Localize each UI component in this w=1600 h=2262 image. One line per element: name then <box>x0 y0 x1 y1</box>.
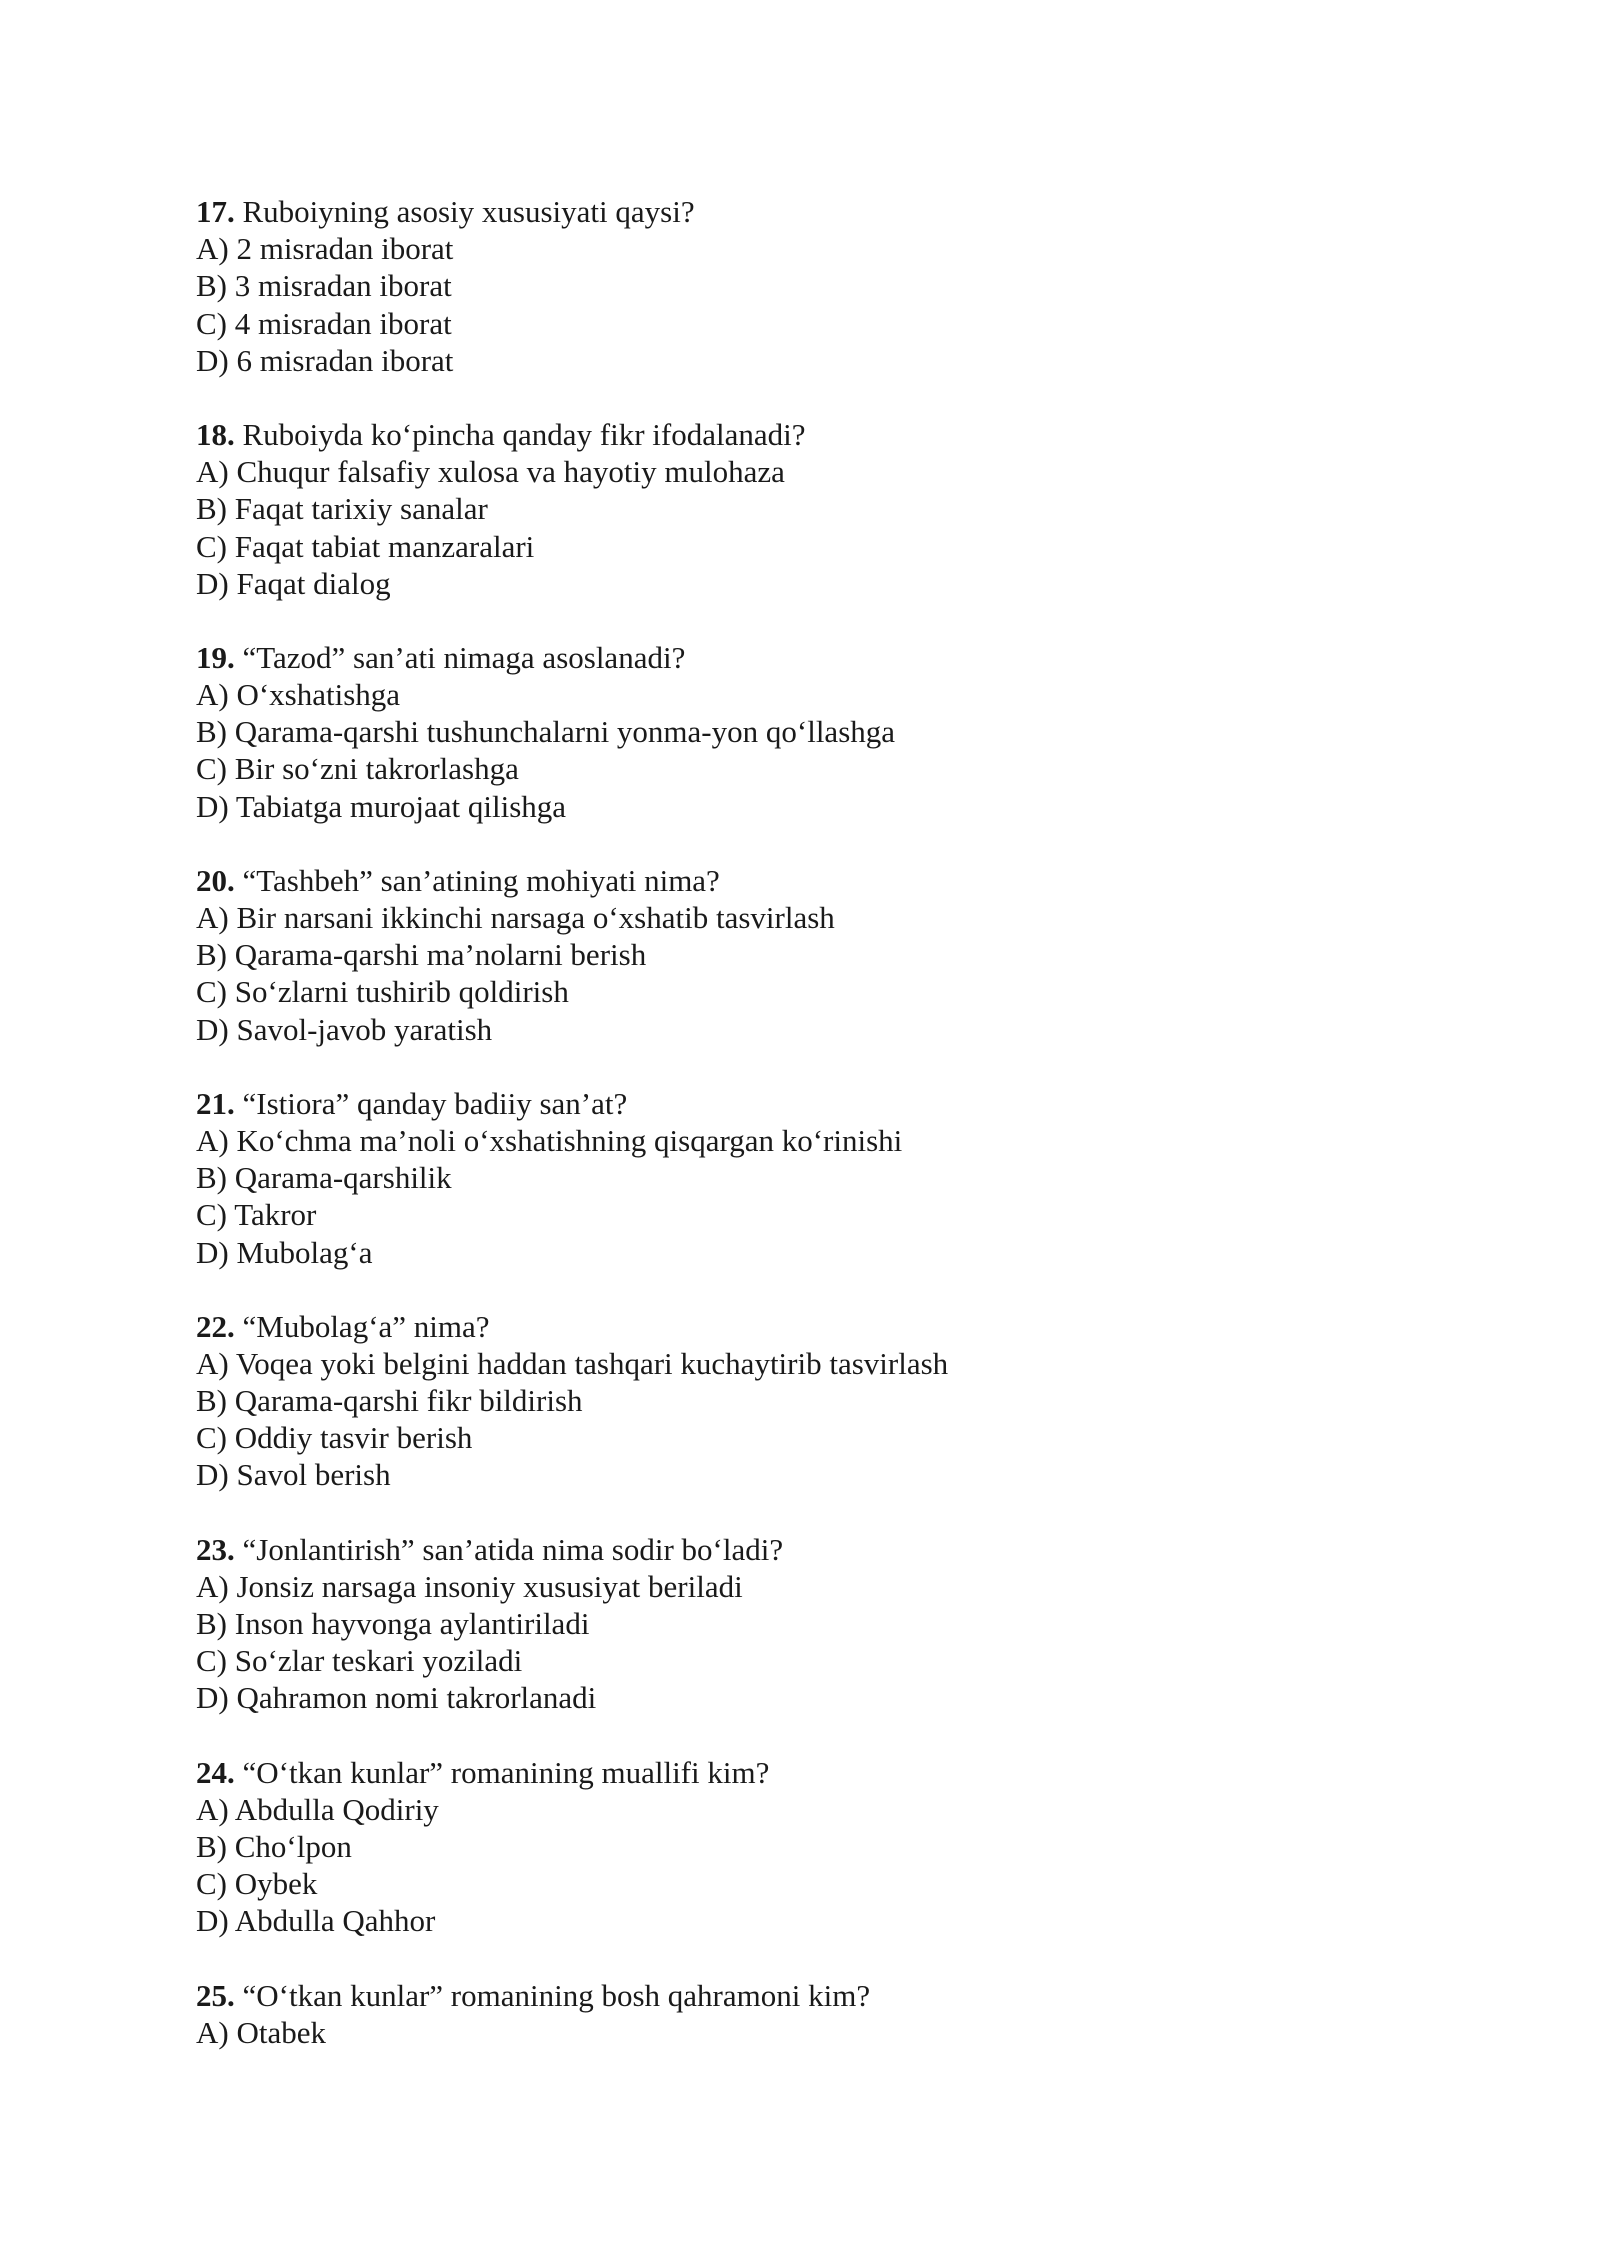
answer-option-c: C) Oddiy tasvir berish <box>196 1420 473 1456</box>
answer-option-b: B) Qarama-qarshi ma’nolarni berish <box>196 937 647 973</box>
answer-option-a: A) Jonsiz narsaga insoniy xususiyat beriladi <box>196 1568 743 1604</box>
answer-option-a: A) Otabek <box>196 2014 326 2050</box>
answer-option-d: D) Mubolag‘a <box>196 1234 373 1270</box>
answer-option-a: A) Chuqur falsafiy xulosa va hayotiy mulohaza <box>196 454 785 490</box>
question-number: 24. <box>196 1754 235 1790</box>
question-number: 18. <box>196 416 235 452</box>
question-text: “O‘tkan kunlar” romanining muallifi kim? <box>242 1754 770 1790</box>
question-23 <box>196 1531 1496 1717</box>
answer-option-c: C) 4 misradan iborat <box>196 305 452 341</box>
question-text: “Jonlantirish” san’atida nima sodir bo‘ladi? <box>242 1531 784 1567</box>
answer-option-d: D) Savol berish <box>196 1457 391 1493</box>
answer-option-b: B) Inson hayvonga aylantiriladi <box>196 1606 590 1641</box>
question-22 <box>196 1308 1496 1494</box>
answer-option-b: B) Qarama-qarshi tushunchalarni yonma-yon qo‘llashga <box>196 714 896 750</box>
question-number: 20. <box>196 862 235 898</box>
question-19 <box>196 639 1496 825</box>
answer-option-a: A) Ko‘chma ma’noli o‘xshatishning qisqargan ko‘rinishi <box>196 1122 903 1158</box>
question-24 <box>196 1754 1496 1940</box>
question-text: “O‘tkan kunlar” romanining bosh qahramoni kim? <box>242 1977 871 2013</box>
answer-option-a: A) Bir narsani ikkinchi narsaga o‘xshatib tasvirlash <box>196 900 835 935</box>
answer-option-c: C) Faqat tabiat manzaralari <box>196 528 535 564</box>
question-text: “Istiora” qanday badiiy san’at? <box>242 1085 628 1121</box>
answer-option-b: B) Qarama-qarshi fikr bildirish <box>196 1383 583 1419</box>
question-stem <box>196 1754 1496 1791</box>
question-25 <box>196 1977 1496 2051</box>
answer-option-d: D) 6 misradan iborat <box>196 342 454 378</box>
answer-option-c: C) Oybek <box>196 1866 318 1902</box>
question-text: Ruboiyning asosiy xususiyati qaysi? <box>242 194 695 229</box>
answer-option-d: D) Qahramon nomi takrorlanadi <box>196 1680 597 1716</box>
question-20 <box>196 862 1496 1048</box>
question-stem <box>196 1308 1496 1345</box>
question-text: “Tashbeh” san’atining mohiyati nima? <box>242 862 720 898</box>
question-stem <box>196 1085 1496 1122</box>
question-number: 19. <box>196 639 235 675</box>
answer-option-a: A) 2 misradan iborat <box>196 231 454 267</box>
question-17 <box>196 193 1496 379</box>
answer-option-c: C) So‘zlarni tushirib qoldirish <box>196 974 569 1010</box>
answer-option-b: B) 3 misradan iborat <box>196 268 452 304</box>
question-stem <box>196 1977 1496 2014</box>
answer-option-d: D) Savol-javob yaratish <box>196 1011 493 1047</box>
answer-option-a: A) Voqea yoki belgini haddan tashqari kuchaytirib tasvirlash <box>196 1345 949 1381</box>
question-21 <box>196 1085 1496 1271</box>
question-stem <box>196 416 1496 453</box>
question-stem <box>196 639 1496 676</box>
question-number: 22. <box>196 1308 235 1344</box>
question-18 <box>196 416 1496 602</box>
question-number: 17. <box>196 194 235 229</box>
question-number: 23. <box>196 1531 235 1567</box>
answer-option-a: A) Abdulla Qodiriy <box>196 1791 439 1827</box>
answer-option-c: C) Bir so‘zni takrorlashga <box>196 751 519 787</box>
answer-option-d: D) Abdulla Qahhor <box>196 1903 436 1939</box>
answer-option-b: B) Faqat tarixiy sanalar <box>196 491 488 527</box>
answer-option-c: C) Takror <box>196 1197 317 1233</box>
answer-option-d: D) Tabiatga murojaat qilishga <box>196 788 567 824</box>
answer-option-b: B) Cho‘lpon <box>196 1828 352 1864</box>
question-stem <box>196 862 1496 899</box>
question-number: 21. <box>196 1085 235 1121</box>
question-number: 25. <box>196 1977 235 2013</box>
question-text: Ruboiyda ko‘pincha qanday fikr ifodalanadi? <box>242 416 806 452</box>
question-text: “Tazod” san’ati nimaga asoslanadi? <box>242 639 686 675</box>
question-stem <box>196 1531 1496 1568</box>
question-text: “Mubolag‘a” nima? <box>242 1308 490 1344</box>
answer-option-a: A) O‘xshatishga <box>196 677 401 713</box>
answer-option-c: C) So‘zlar teskari yoziladi <box>196 1643 523 1679</box>
answer-option-b: B) Qarama-qarshilik <box>196 1160 452 1196</box>
document-page <box>196 193 1496 2088</box>
question-stem <box>196 193 1496 230</box>
answer-option-d: D) Faqat dialog <box>196 565 391 601</box>
